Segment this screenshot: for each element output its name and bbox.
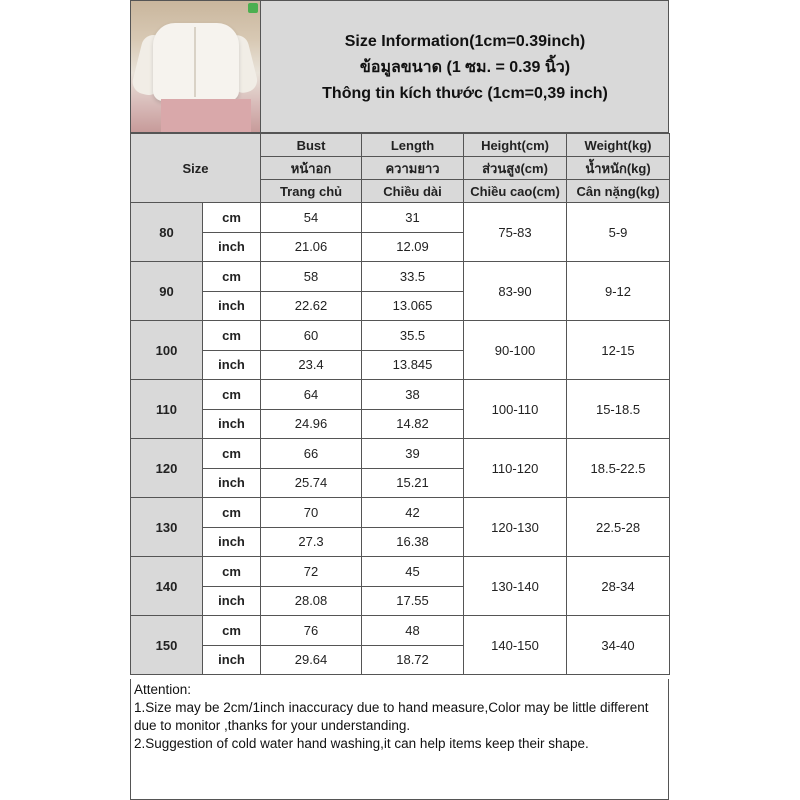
weight-range: 9-12 (567, 262, 670, 321)
unit-inch: inch (203, 350, 261, 380)
bust-inch: 28.08 (261, 586, 362, 616)
table-row (131, 557, 670, 587)
bust-cm: 64 (261, 380, 362, 410)
length-inch: 12.09 (362, 232, 464, 262)
unit-cm: cm (203, 203, 261, 233)
weight-range: 34-40 (567, 616, 670, 675)
product-photo-tag (248, 3, 258, 13)
bust-inch: 24.96 (261, 409, 362, 439)
notes-heading: Attention: (134, 682, 192, 697)
length-inch: 16.38 (362, 527, 464, 557)
header-panel (130, 0, 669, 133)
bust-cm: 54 (261, 203, 362, 233)
height-range: 83-90 (464, 262, 567, 321)
size-table (130, 133, 670, 675)
table-row (131, 439, 670, 469)
weight-range: 12-15 (567, 321, 670, 380)
length-inch: 17.55 (362, 586, 464, 616)
unit-inch: inch (203, 409, 261, 439)
length-cm: 42 (362, 498, 464, 528)
height-range: 110-120 (464, 439, 567, 498)
unit-cm: cm (203, 380, 261, 410)
header-titles (262, 29, 668, 107)
weight-range: 18.5-22.5 (567, 439, 670, 498)
bust-inch: 22.62 (261, 291, 362, 321)
table-row (131, 203, 670, 233)
length-header-en: Length (362, 134, 464, 157)
length-cm: 48 (362, 616, 464, 646)
unit-inch: inch (203, 232, 261, 262)
weight-range: 5-9 (567, 203, 670, 262)
size-label: 140 (131, 557, 203, 616)
length-header-th: ความยาว (362, 157, 464, 180)
bust-cm: 66 (261, 439, 362, 469)
unit-cm: cm (203, 498, 261, 528)
length-cm: 33.5 (362, 262, 464, 292)
weight-range: 22.5-28 (567, 498, 670, 557)
bust-cm: 58 (261, 262, 362, 292)
unit-inch: inch (203, 468, 261, 498)
bust-cm: 72 (261, 557, 362, 587)
size-column-header: Size (131, 134, 261, 203)
unit-cm: cm (203, 557, 261, 587)
unit-cm: cm (203, 439, 261, 469)
weight-range: 15-18.5 (567, 380, 670, 439)
height-range: 130-140 (464, 557, 567, 616)
table-row (131, 498, 670, 528)
length-cm: 45 (362, 557, 464, 587)
length-inch: 15.21 (362, 468, 464, 498)
height-range: 90-100 (464, 321, 567, 380)
height-header-vi: Chiều cao(cm) (464, 180, 567, 203)
length-cm: 39 (362, 439, 464, 469)
length-cm: 31 (362, 203, 464, 233)
attention-notes (130, 679, 669, 800)
size-label: 130 (131, 498, 203, 557)
length-inch: 13.845 (362, 350, 464, 380)
unit-cm: cm (203, 616, 261, 646)
weight-header-vi: Cân nặng(kg) (567, 180, 670, 203)
product-photo-placket (194, 27, 196, 97)
title-thai: ข้อมูลขนาด (1 ซม. = 0.39 นิ้ว) (359, 59, 571, 76)
bust-inch: 25.74 (261, 468, 362, 498)
title-english: Size Information(1cm=0.39inch) (344, 33, 586, 50)
size-label: 100 (131, 321, 203, 380)
bust-inch: 29.64 (261, 645, 362, 675)
size-chart-sheet (130, 0, 669, 800)
bust-header-th: หน้าอก (261, 157, 362, 180)
bust-header-en: Bust (261, 134, 362, 157)
length-inch: 18.72 (362, 645, 464, 675)
table-row (131, 380, 670, 410)
bust-cm: 76 (261, 616, 362, 646)
unit-cm: cm (203, 262, 261, 292)
title-vietnamese: Thông tin kích thước (1cm=0,39 inch) (322, 85, 608, 102)
size-label: 90 (131, 262, 203, 321)
bust-inch: 27.3 (261, 527, 362, 557)
size-label: 80 (131, 203, 203, 262)
bust-inch: 21.06 (261, 232, 362, 262)
table-row (131, 616, 670, 646)
height-range: 100-110 (464, 380, 567, 439)
height-header-en: Height(cm) (464, 134, 567, 157)
height-range: 140-150 (464, 616, 567, 675)
unit-cm: cm (203, 321, 261, 351)
weight-range: 28-34 (567, 557, 670, 616)
size-label: 150 (131, 616, 203, 675)
notes-line-1: 1.Size may be 2cm/1inch inaccuracy due to hand measure,Color may be little different due to monitor ,thanks for your understanding. (134, 700, 649, 733)
size-label: 110 (131, 380, 203, 439)
size-label: 120 (131, 439, 203, 498)
bust-inch: 23.4 (261, 350, 362, 380)
height-range: 75-83 (464, 203, 567, 262)
notes-line-2: 2.Suggestion of cold water hand washing,it can help items keep their shape. (134, 736, 589, 751)
table-row (131, 262, 670, 292)
height-range: 120-130 (464, 498, 567, 557)
unit-inch: inch (203, 291, 261, 321)
weight-header-th: น้ำหนัก(kg) (567, 157, 670, 180)
unit-inch: inch (203, 645, 261, 675)
height-header-th: ส่วนสูง(cm) (464, 157, 567, 180)
table-row (131, 321, 670, 351)
length-cm: 38 (362, 380, 464, 410)
weight-header-en: Weight(kg) (567, 134, 670, 157)
unit-inch: inch (203, 527, 261, 557)
length-cm: 35.5 (362, 321, 464, 351)
length-inch: 13.065 (362, 291, 464, 321)
product-photo (131, 1, 261, 132)
product-photo-skirt (161, 99, 251, 132)
product-photo-shirt (153, 23, 239, 101)
unit-inch: inch (203, 586, 261, 616)
length-inch: 14.82 (362, 409, 464, 439)
bust-cm: 60 (261, 321, 362, 351)
bust-cm: 70 (261, 498, 362, 528)
bust-header-vi: Trang chủ (261, 180, 362, 203)
length-header-vi: Chiều dài (362, 180, 464, 203)
